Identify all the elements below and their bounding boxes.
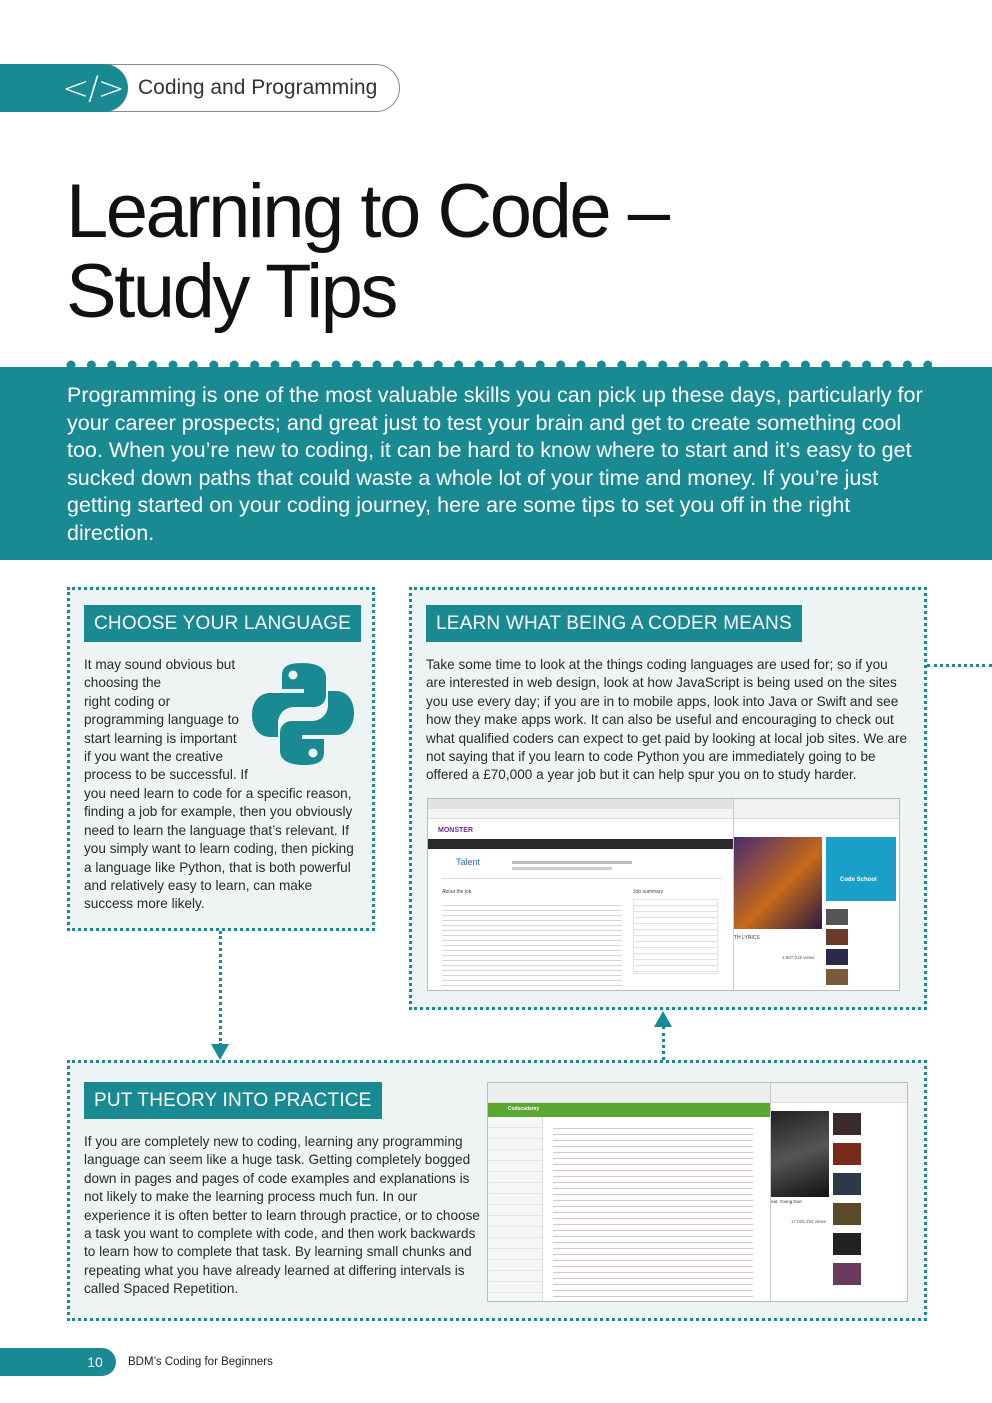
job-text <box>442 901 622 991</box>
screenshot-job-site <box>427 798 900 991</box>
line: start learning is important <box>84 730 237 746</box>
video-caption: TH LYRICS <box>734 935 760 941</box>
title-line-2: Study Tips <box>66 249 396 334</box>
browser-bar <box>488 1083 770 1103</box>
related-thumb <box>833 1263 861 1285</box>
arrow-down-icon <box>211 1044 229 1060</box>
heading-practice: PUT THEORY INTO PRACTICE <box>84 1082 382 1119</box>
section-label: Coding and Programming <box>138 76 378 99</box>
connector-right <box>927 664 992 667</box>
code-lines <box>553 1123 753 1298</box>
summary-heading: Job summary <box>633 889 664 895</box>
browser-tabbar <box>428 799 733 809</box>
view-count-2: 17,025,254 views <box>791 1219 827 1224</box>
file-sidebar <box>488 1117 542 1302</box>
browser-addressbar <box>428 809 733 819</box>
arrow-up-icon <box>654 1011 672 1027</box>
view-count: 1,697,019 views <box>782 955 815 960</box>
related-thumb <box>833 1173 861 1195</box>
banner <box>428 839 733 849</box>
line: choosing the <box>84 675 162 691</box>
yt-bar-2 <box>771 1083 908 1103</box>
language-body: you need learn to code for a specific reason, finding a job for example, then you obviously need to learn the language that’s relevant. If you simply want to learn coding, then picking a language like Python, that is both powerful and relatively easy to learn, can make success more likely. <box>84 786 354 912</box>
talent-logo: Talent <box>456 857 481 867</box>
line: It may sound obvious but <box>84 657 236 672</box>
yt-bar <box>734 799 900 819</box>
heading-language: CHOOSE YOUR LANGUAGE <box>84 605 361 642</box>
related-thumb <box>833 1143 861 1165</box>
about-heading: About the job <box>442 889 472 895</box>
heading-coder: LEARN WHAT BEING A CODER MEANS <box>426 605 802 642</box>
monster-logo: MONSTER <box>438 827 473 834</box>
codecademy-header <box>488 1103 770 1117</box>
related-thumb <box>833 1203 861 1225</box>
line: if you want the creative <box>84 749 224 765</box>
language-body-top <box>84 656 254 785</box>
coder-body: Take some time to look at the things coding languages are used for; so if you are interested in web design, look at how JavaScript is being used on the sites you use every day; if you are in to mobile apps, look into Java or Swift and see how they make apps work. It can also be useful and encouraging to check out what qualified coders can expect to get paid by looking at local job sites. We are not saying that if you learn to code Python you are immediately going to be offered a £70,000 a year job but it can help spur you on to study harder. <box>426 657 908 783</box>
code-icon: </> <box>62 69 124 107</box>
job-header <box>442 855 722 879</box>
line: right coding or <box>84 693 171 709</box>
python-logo-icon <box>248 659 358 769</box>
screenshot-code-editor <box>487 1082 908 1302</box>
video-title-2: eat. Young Doe <box>771 1199 802 1204</box>
video-thumbnail <box>734 837 822 929</box>
codecademy-logo: Codecademy <box>508 1106 540 1112</box>
code-school-label: Code School <box>840 877 877 883</box>
practice-body: If you are completely new to coding, learning any programming language can seem like a huge task. Getting completely bogged down in pages and pages of code examples and explanations is not likely to make the learning process much fun. In our experience it is often better to learn through practice, or to choose a task you want to complete with code, and then work backwards to learn how to complete that task. By learning small chunks and repeating what you have already learned at differing intervals is called Spaced Repetition. <box>84 1134 480 1297</box>
job-summary <box>633 899 718 974</box>
connector-up <box>662 1026 665 1060</box>
related-thumb <box>833 1233 861 1255</box>
related-thumb <box>826 969 848 985</box>
related-thumb <box>826 909 848 925</box>
related-thumb <box>826 929 848 945</box>
related-thumb <box>833 1113 861 1135</box>
title-line-1: Learning to Code – <box>66 169 668 254</box>
connector-down <box>219 931 222 1046</box>
code-school-ad <box>826 837 896 901</box>
text-line <box>512 867 612 870</box>
video-thumbnail-2 <box>771 1111 829 1197</box>
youtube-window-2 <box>770 1083 908 1302</box>
intro-text: Programming is one of the most valuable skills you can pick up these days, particularly for your career prospects; and great just to test your brain and get to create something cool too. When you’re new to coding, it can be hard to know where to start and it’s easy to get sucked down paths that could waste a whole lot of your time and money. If you’re just getting started on your coding journey, here are some tips to set you off in the right direction. <box>67 383 923 545</box>
publication-name: BDM’s Coding for Beginners <box>128 1356 273 1368</box>
page-title <box>66 169 886 334</box>
code-panel <box>542 1117 770 1302</box>
page-number: 10 <box>87 1354 103 1370</box>
line: programming language to <box>84 712 239 728</box>
youtube-window <box>733 799 900 991</box>
related-thumb <box>826 949 848 965</box>
line: process to be successful. If <box>84 767 248 783</box>
text-line <box>512 861 632 864</box>
